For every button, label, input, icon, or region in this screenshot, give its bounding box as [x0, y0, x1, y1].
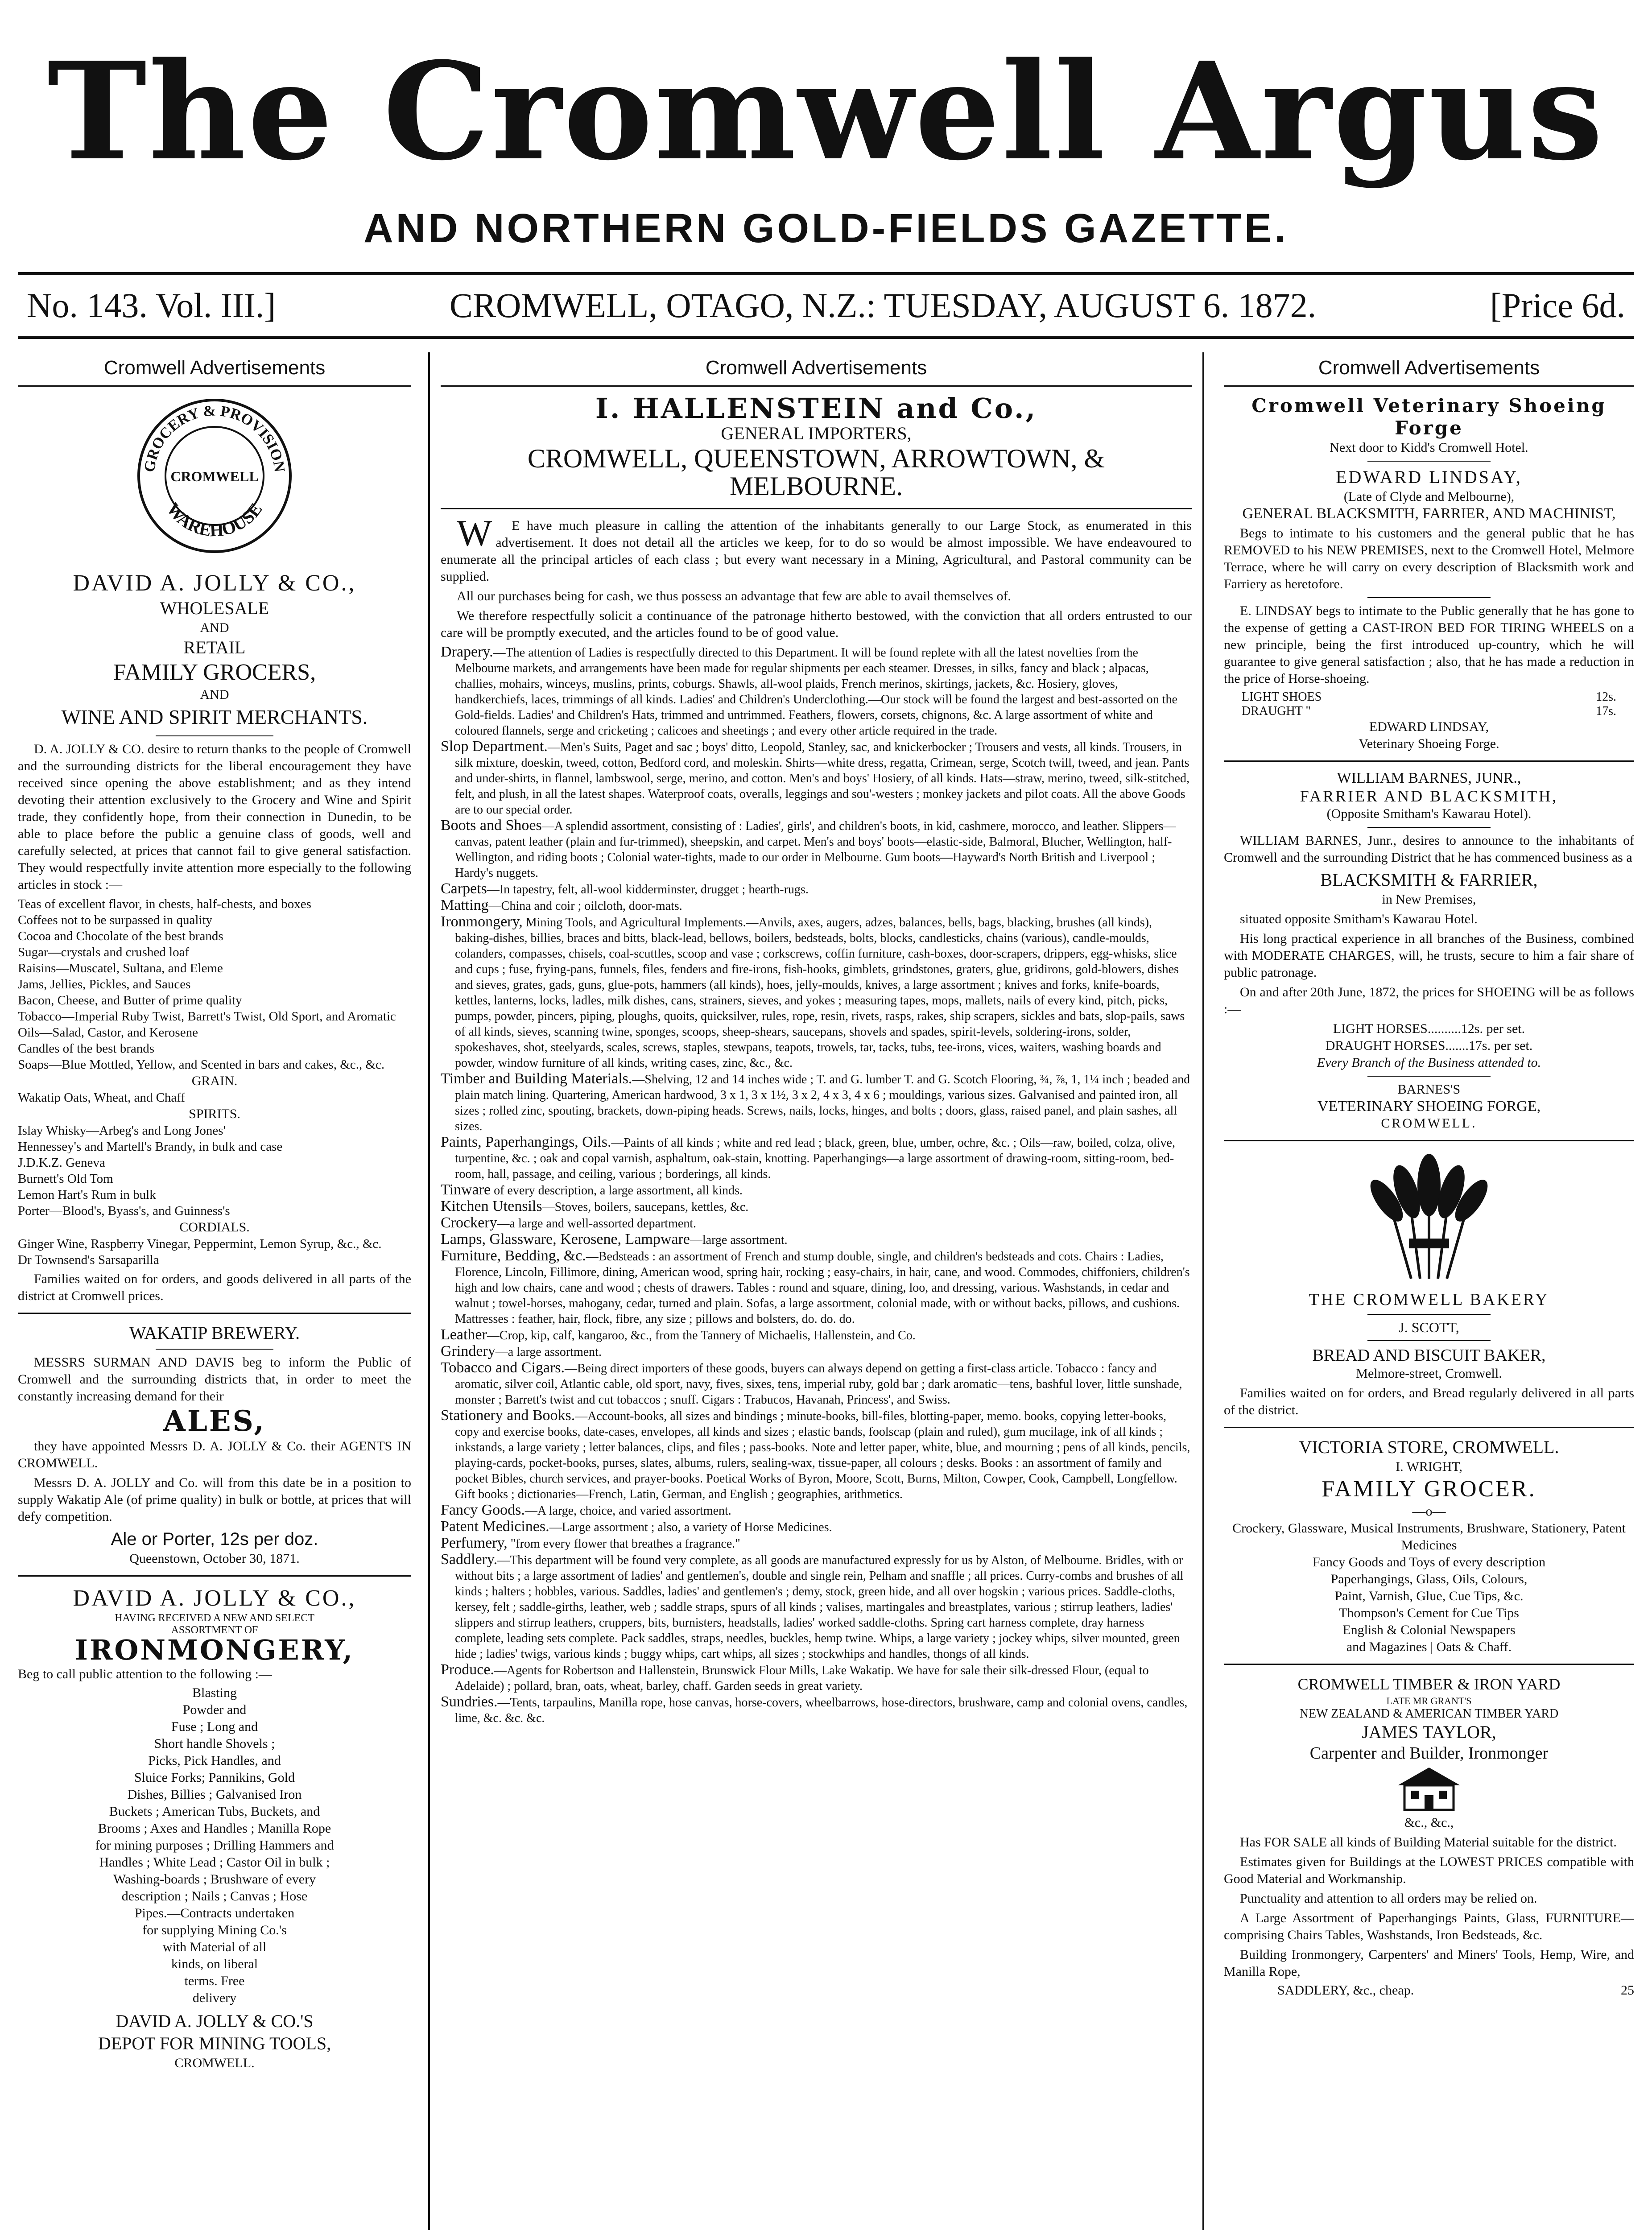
middle-column — [428, 352, 1204, 2230]
list-item: Cocoa and Chocolate of the best brands — [18, 929, 223, 943]
list-item: J.D.K.Z. Geneva — [18, 1156, 105, 1170]
list-item: Dr Townsend's Sarsaparilla — [18, 1253, 159, 1267]
list-item: kinds, on liberal — [171, 1957, 258, 1971]
ad-body: A Large Assortment of Paperhangings Paints, Glass, FURNITURE—comprising Chairs Tables, Washstands, Iron Bedsteads, &c. — [1224, 1911, 1634, 1942]
ad-body: Messrs D. A. JOLLY and Co. will from this date be in a position to supply Wakatip Ale (of prime quality) in bulk or bottle, at prices that will defy competition. — [18, 1475, 411, 1524]
list-item: Bacon, Cheese, and Butter of prime quality — [18, 993, 242, 1008]
ad-body: WILLIAM BARNES, Junr., desires to announce to the inhabitants of Cromwell and the surrounding District that he has commenced business as a — [1224, 833, 1634, 865]
department-entry — [441, 1182, 1192, 1198]
dateline-bar — [18, 272, 1634, 339]
ad-line: Crockery, Glassware, Musical Instruments, Brushware, Stationery, Patent Medicines — [1232, 1521, 1626, 1553]
department-text: Mining Tools, and Agricultural Implements.—Anvils, axes, augers, adzes, balances, bells, bags, blacking, brushes (all kinds), baking-dishes, billies, braces and bitts, black-lead, bellows, boilers, bedsteads, bolts, blocks, candlesticks, chains (various), candle-moulds, colanders, compasses, chisels, coal-scuttles, scoop and vase ; corkscrews, coffin furniture, cash-boxes, door-scrapers, drippers, egg-whisks, slice and cups ; fuse, frying-pans, funnels, files, fenders and fire-irons, fish-hooks, gimblets, grindstones, graters, glue, gridirons, gold-blowers, dishes and sieves, grates, gads, guns, glue-pots, hammers (all kinds), hoes, jelly-moulds, knives, a large assortment ; knives and forks, knife-boards, kettles, lanterns, locks, ladles, milk dishes, cans, strainers, sieves, and yokes ; measuring tapes, mops, mallets, nails of every kind, pitch, picks, pumps, powder, pincers, piping, ploughs, quoits, quicksilver, rules, rope, resin, rivets, rasps, rakes, ship scrapers, sickles and bats, slop-pails, saws of all kinds, sieves, scanning twine, sponges, scoops, sheep-shears, saucepans, shovels and spades, spirit-levels, soldering-irons, solder, spokeshaves, shot, steelyards, scales, screws, staples, stewpans, teapots, trowels, tar, tacks, tubs, tee-irons, vices, waiters, washing boards and powder, window furniture of all kinds, writing cases, zinc, &c., &c. — [455, 916, 1185, 1070]
department-heading: Grindery — [441, 1343, 496, 1359]
divider — [1224, 760, 1634, 762]
list-item: Buckets ; American Tubs, Buckets, and — [109, 1804, 320, 1819]
department-entry — [441, 644, 1192, 739]
department-text: —Being direct importers of these goods, buyers can always depend on getting a first-class article. Tobacco : fancy and aromatic, silver coil, Atlantic cable, old sport, navy, fives, sixes, tens, imperial ruby, gold bar ; dark aromatic—tens, bashful lover, little sunshade, monster ; Barrett's twist and cut tobaccos ; snuff. Cigars : Trabucos, Havanah, Princess', and Swiss. — [455, 1362, 1182, 1407]
issue-number: No. 143. Vol. III.] — [27, 286, 276, 325]
ad-line: Paint, Varnish, Glue, Cue Tips, &c. — [1334, 1589, 1524, 1603]
department-text: —Men's Suits, Paget and sac ; boys' ditto, Leopold, Stanley, sac, and knickerbocker ; Trousers and vests, all kinds. Trousers, in silk mixture, doeskin, tweed, cotton, Bedford cord, and moleskin. Shirts—white dress, regatta, Crimean, serge, Scotch twill, tweed, and jean. Pants and under-shirts, in flannel, lambswool, serge, merino, and cotton. Men's and boys' Hosiery, of all kinds. Hats—straw, merino, tweed, silk-stitched, felt, and plush, in all the latest shapes. Waterproof coats, overalls, leggings and sou'-westers ; monkey jackets and pilot coats. All the above Goods are to our special order. — [455, 740, 1189, 817]
department-heading: Tobacco and Cigars. — [441, 1359, 565, 1376]
ad-line: LATE MR GRANT'S — [1386, 1695, 1472, 1706]
ad-line: and Magazines | Oats & Chaff. — [1346, 1639, 1512, 1654]
department-heading: Sundries. — [441, 1693, 498, 1710]
left-column — [18, 352, 419, 2230]
department-heading: Crockery — [441, 1214, 497, 1231]
ad-line: BREAD AND BISCUIT BAKER, — [1312, 1346, 1546, 1365]
department-heading: Paints, Paperhangings, Oils. — [441, 1134, 611, 1150]
list-item: Islay Whisky—Arbeg's and Long Jones' — [18, 1123, 226, 1138]
newspaper-page — [18, 9, 1634, 2230]
department-text: —large assortment. — [690, 1233, 788, 1247]
ad-feature: ALES, — [163, 1404, 266, 1438]
seal-middle-text: CROMWELL — [170, 468, 259, 484]
ad-body: Begs to intimate to his customers and the general public that he has REMOVED to his NEW PREMISES, next to the Cromwell Hotel, Melmore Terrace, where he will carry on every description of Blacksmith work and Farriery as heretofore. — [1224, 526, 1634, 591]
department-heading: Kitchen Utensils — [441, 1198, 542, 1214]
divider — [1224, 1427, 1634, 1428]
department-text: —Stoves, boilers, saucepans, kettles, &c. — [542, 1200, 749, 1214]
department-entry — [441, 1519, 1192, 1535]
ad-sign: EDWARD LINDSAY, — [1369, 719, 1489, 734]
ad-body: they have appointed Messrs D. A. JOLLY & Co. their AGENTS IN CROMWELL. — [18, 1439, 411, 1470]
department-text: —In tapestry, felt, all-wool kidderminster, drugget ; hearth-rugs. — [487, 883, 809, 896]
list-item: Tobacco—Imperial Ruby Twist, Barrett's Twist, Old Sport, and Aromatic — [18, 1009, 396, 1024]
ad-firm-name: J. SCOTT, — [1399, 1319, 1459, 1335]
ad-line: GENERAL BLACKSMITH, FARRIER, AND MACHINIST, — [1242, 505, 1616, 522]
ad-intro: WE have much pleasure in calling the attention of the inhabitants generally to our Large Stock, as enumerated in this advertisement. It does not detail all the articles we keep, for to do so would be almost impossible. We have endeavoured to enumerate all the principal articles of each class ; but every want necessary in a Mining, Agricultural, and Pastoral community can be supplied. — [441, 512, 1192, 584]
svg-text:GROCERY & PROVISION — [141, 402, 288, 473]
list-item: Dishes, Billies ; Galvanised Iron — [127, 1787, 302, 1802]
department-entry — [441, 818, 1192, 881]
list-item: Fuse ; Long and — [171, 1719, 258, 1734]
ad-sign: DAVID A. JOLLY & CO.'S — [116, 2011, 314, 2031]
department-heading: Carpets — [441, 880, 487, 897]
department-entry — [441, 1231, 1192, 1248]
list-item: with Material of all — [162, 1940, 267, 1954]
ad-place: CROMWELL. — [174, 2056, 255, 2070]
ad-body: Has FOR SALE all kinds of Building Material suitable for the district. — [1240, 1835, 1617, 1850]
stock-list — [18, 896, 411, 1073]
list-item: Porter—Blood's, Byass's, and Guinness's — [18, 1204, 230, 1218]
divider — [156, 1349, 274, 1350]
department-entry — [441, 1248, 1192, 1327]
seal-bottom-text: WAREHOUSE — [163, 499, 266, 541]
department-text: —China and coir ; oilcloth, door-mats. — [488, 899, 682, 913]
ad-line: WINE AND SPIRIT MERCHANTS. — [61, 706, 368, 728]
list-item: for mining purposes ; Drilling Hammers and — [95, 1838, 334, 1853]
list-item: Brooms ; Axes and Handles ; Manilla Rope — [98, 1821, 331, 1836]
price-line: LIGHT HORSES..........12s. per set. — [1333, 1021, 1525, 1036]
department-entry — [441, 1552, 1192, 1662]
jolly-grocers-ad — [18, 570, 411, 1305]
department-entry — [441, 1134, 1192, 1182]
department-entry — [441, 1694, 1192, 1726]
department-text: —Agents for Robertson and Hallenstein, Brunswick Flour Mills, Lake Wakatip. We have for sale their silk-dressed Flour, (equal to Adelaide) ; pollard, bran, oats, wheat, barley, chaff. Garden seeds in great variety. — [455, 1664, 1149, 1693]
column-heading: Cromwell Advertisements — [1224, 352, 1634, 387]
ad-line: &c., &c., — [1404, 1815, 1454, 1830]
department-text: —This department will be found very complete, as all goods are manufactured expressly for us by Alston, of Melbourne. Bridles, with or without bits ; a large assortment of ladies' and gentlemen's, double and single rein, Pelham and snaffle ; all prices. Curry-combs and brushes of all kinds ; halters ; hobbles, various. Saddles, ladies' and gentlemen's ; demy, stock, green hide, and all over hogskin ; various prices. Saddle-cloths, kersey, felt ; saddle-girths, leather, web ; saddle straps, spurs of all kinds ; valises, martingales and breastplates, various ; stirrup leathers, ladies' slippers and stirrup leathers, cruppers, bits, burnisters, headstalls, ladies' worked saddle-cloths. Spring cart harness complete, dray harness complete, leading sets complete. Pack saddles, straps, needles, buckles, hemp twine. Whips, a large variety ; jockey whips, silver mounted, green hide ; ladies' twigs, various kinds ; buggy whips, cart whips, all sizes ; stockwhips and handles, thongs of all kinds. — [455, 1553, 1184, 1661]
ad-heading: THE CROMWELL BAKERY — [1309, 1290, 1549, 1309]
department-entry — [441, 1662, 1192, 1694]
department-text: —Shelving, 12 and 14 inches wide ; T. and G. lumber T. and G. Scotch Flooring, ¾, ⅞, 1, 1¼ inch ; beaded and plain match lining. Quartering, American hardwood, 3 x 1, 3 x 1½, 3 x 2, 4 x 3, 4 x 6 ; mouldings, various sizes. Galvanised and painted iron, all sizes ; rolled zinc, spouting, brackets, down-piping heads. Screws, nails, locks, hinges, and bolts ; doors, glass, raised panel, and plain sashes, all sizes. — [455, 1073, 1190, 1133]
jolly-ironmongery-ad — [18, 1585, 411, 2072]
list-subhead: CORDIALS. — [179, 1220, 250, 1235]
department-entry — [441, 1535, 1192, 1552]
ad-sign: VETERINARY SHOEING FORGE, — [1317, 1098, 1541, 1115]
divider — [1224, 1140, 1634, 1141]
department-heading: Timber and Building Materials. — [441, 1070, 632, 1087]
department-text: —a large assortment. — [495, 1345, 602, 1359]
ad-line: FARRIER AND BLACKSMITH, — [1300, 787, 1558, 805]
department-entry — [441, 1360, 1192, 1408]
house-icon — [1224, 1763, 1634, 1814]
department-text: —Bedsteads : an assortment of French and stump double, single, and children's bedsteads and cots. Chairs : Ladies, Florence, Lincoln, Fillimore, dining, American wood, spring hair, rocking ; easy-chairs, in hair, cane, and wood. Commodes, chiffoniers, children's high and low chairs, cane and wood ; chests of drawers. Tables : round and square, dining, loo, and dressing, various. Washstands, in cedar and walnut ; towel-horses, mahogany, cedar, turned and plain. Sofas, a large assortment, colonial made, with or without backs, pillows, and cushions. Mattresses : feather, hair, flock, fibre, any size ; pillows and bolsters, do. do. do. — [455, 1250, 1190, 1326]
ad-line: ASSORTMENT OF — [171, 1624, 258, 1636]
list-item: Raisins—Muscatel, Sultana, and Eleme — [18, 961, 223, 975]
department-text: —A large, choice, and varied assortment. — [525, 1504, 731, 1518]
list-item: for supplying Mining Co.'s — [142, 1923, 287, 1937]
ad-date: Queenstown, October 30, 1871. — [129, 1551, 300, 1566]
department-text: "from every flower that breathes a fragrance." — [507, 1537, 740, 1551]
column-heading: Cromwell Advertisements — [441, 352, 1192, 387]
list-subhead: GRAIN. — [191, 1074, 238, 1088]
victoria-store-ad — [1224, 1436, 1634, 1656]
ad-line: RETAIL — [183, 637, 246, 657]
department-entry — [441, 739, 1192, 818]
ad-firm-name: WILLIAM BARNES, JUNR., — [1337, 770, 1521, 786]
price-label: DRAUGHT " — [1242, 704, 1311, 718]
ad-line: Thompson's Cement for Cue Tips — [1339, 1606, 1519, 1620]
ad-firm-name: I. HALLENSTEIN and Co., — [595, 392, 1037, 425]
ad-body: Punctuality and attention to all orders may be relied on. — [1240, 1891, 1537, 1906]
ad-line: English & Colonial Newspapers — [1342, 1623, 1516, 1637]
wakatip-brewery-ad — [18, 1322, 411, 1567]
department-entry — [441, 1502, 1192, 1519]
ad-body: His long practical experience in all branches of the Business, combined with MODERATE CHARGES, will, he trusts, secure to him a fair share of public patronage. — [1224, 931, 1634, 980]
list-item: Washing-boards ; Brushware of every — [113, 1872, 316, 1887]
price-value: 17s. — [1596, 704, 1616, 718]
divider — [1367, 597, 1491, 598]
ad-line: AND — [200, 620, 229, 635]
list-item: Picks, Pick Handles, and — [148, 1753, 281, 1768]
ad-body: Families waited on for orders, and Bread regularly delivered in all parts of the district. — [1224, 1386, 1634, 1417]
ad-place: CROMWELL. — [1381, 1116, 1477, 1131]
divider — [1224, 1664, 1634, 1665]
ad-body: Building Ironmongery, Carpenters' and Miners' Tools, Hemp, Wire, and Manilla Rope, — [1224, 1947, 1634, 1979]
list-item: Candles of the best brands — [18, 1041, 155, 1056]
divider — [1367, 827, 1491, 828]
ad-body: E. LINDSAY begs to intimate to the Public generally that he has gone to the expense of getting a CAST-IRON BED FOR TIRING WHEELS on a new principle, being the first introduced up-country, which he will guarantee to give general satisfaction ; also, that he has made a reduction in the price of Horse-shoeing. — [1224, 603, 1634, 686]
ad-note: Every Branch of the Business attended to. — [1317, 1055, 1541, 1070]
department-text: —Paints of all kinds ; white and red lead ; black, green, blue, umber, ochre, &c. ; Oils—raw, boiled, colza, olive, turpentine, &c. ; oak and copal varnish, asphaltum, oak-stain, knotting. Paperhangings—a large assortment of drawing-room, sitting-room, bed-room, hall, passage, and ceiling, various ; borderings, all kinds. — [455, 1136, 1175, 1181]
ad-firm-name: JAMES TAYLOR, — [1362, 1722, 1496, 1742]
ad-feature: BLACKSMITH & FARRIER, — [1320, 870, 1538, 890]
department-entry — [441, 1215, 1192, 1231]
department-entry — [441, 1327, 1192, 1343]
ad-line: NEW ZEALAND & AMERICAN TIMBER YARD — [1299, 1707, 1559, 1721]
divider — [156, 735, 274, 736]
ad-body: Estimates given for Buildings at the LOWEST PRICES compatible with Good Material and Workmanship. — [1224, 1854, 1634, 1886]
ad-sign-row — [1224, 1983, 1634, 1998]
department-heading: Boots and Shoes — [441, 817, 542, 834]
department-heading: Patent Medicines. — [441, 1518, 549, 1535]
department-heading: Saddlery. — [441, 1551, 498, 1568]
ad-line: FAMILY GROCER. — [1322, 1476, 1536, 1502]
svg-text:WAREHOUSE — [163, 499, 266, 541]
list-item: description ; Nails ; Canvas ; Hose — [121, 1889, 308, 1904]
department-entry — [441, 1343, 1192, 1360]
ad-line: Fancy Goods and Toys of every description — [1312, 1555, 1546, 1569]
ad-sign: DEPOT FOR MINING TOOLS, — [98, 2033, 331, 2053]
department-heading: Drapery. — [441, 644, 493, 660]
ad-body: On and after 20th June, 1872, the prices for SHOEING will be as follows :— — [1224, 985, 1634, 1016]
ad-number: 25 — [1621, 1983, 1634, 1998]
column-heading: Cromwell Advertisements — [18, 352, 411, 387]
department-heading: Tinware — [441, 1181, 491, 1198]
divider — [1367, 461, 1491, 462]
ad-line: Next door to Kidd's Cromwell Hotel. — [1330, 440, 1528, 455]
department-entry — [441, 897, 1192, 914]
ad-sign: Veterinary Shoeing Forge. — [1359, 736, 1499, 751]
department-heading: Leather — [441, 1326, 487, 1343]
ad-line: FAMILY GROCERS, — [113, 660, 316, 685]
list-item: delivery — [192, 1990, 237, 2005]
ironmongery-list — [18, 1685, 411, 2007]
ad-line: in New Premises, — [1382, 892, 1476, 907]
timber-yard-ad — [1224, 1673, 1634, 1998]
ad-heading: CROMWELL TIMBER & IRON YARD — [1297, 1675, 1561, 1693]
list-item: Short handle Shovels ; — [154, 1736, 275, 1751]
ad-line: AND — [200, 687, 229, 702]
divider — [18, 1575, 411, 1577]
department-text: —Crop, kip, calf, kangaroo, &c., from the Tannery of Michaelis, Hallenstein, and Co. — [487, 1329, 916, 1342]
list-item: Wakatip Oats, Wheat, and Chaff — [18, 1090, 186, 1105]
department-entry — [441, 881, 1192, 897]
issue-price: [Price 6d. — [1490, 286, 1625, 325]
right-column — [1213, 352, 1634, 2230]
department-text: —a large and well-assorted department. — [497, 1217, 697, 1231]
ad-heading: WAKATIP BREWERY. — [129, 1323, 300, 1343]
list-item: Burnett's Old Tom — [18, 1172, 113, 1186]
divider — [1367, 1314, 1491, 1315]
ad-line: GENERAL IMPORTERS, — [721, 423, 912, 443]
issue-date: CROMWELL, OTAGO, N.Z.: TUESDAY, AUGUST 6. 1872. — [449, 286, 1317, 325]
ad-firm-name: DAVID A. JOLLY & CO., — [73, 570, 356, 596]
veterinary-forge-ad — [1224, 395, 1634, 752]
divider — [18, 1313, 411, 1314]
ad-line: (Late of Clyde and Melbourne), — [1343, 489, 1515, 504]
department-heading: Slop Department. — [441, 738, 548, 755]
cordials-list — [18, 1236, 411, 1268]
newspaper-subtitle: AND NORTHERN GOLD-FIELDS GAZETTE. — [363, 206, 1289, 251]
newspaper-title: The Cromwell Argus — [47, 33, 1605, 190]
price-line: DRAUGHT HORSES.......17s. per set. — [1325, 1038, 1533, 1053]
list-item: Lemon Hart's Rum in bulk — [18, 1188, 156, 1202]
ad-body: We therefore respectfully solicit a continuance of the patronage hitherto bestowed, with the conviction that all orders entrusted to our care will be promptly executed, and the articles found to be of good value. — [441, 608, 1192, 640]
ad-body: Beg to call public attention to the following :— — [18, 1667, 272, 1681]
list-item: Pipes.—Contracts undertaken — [134, 1906, 295, 1920]
department-heading: Lamps, Glassware, Kerosene, Lampware — [441, 1231, 690, 1247]
price-row — [1224, 690, 1634, 704]
ad-footer: Families waited on for orders, and goods delivered in all parts of the district at Cromwell prices. — [18, 1272, 411, 1303]
ad-firm-name: EDWARD LINDSAY, — [1336, 467, 1522, 487]
department-entry — [441, 1071, 1192, 1134]
ad-firm-name: DAVID A. JOLLY & CO., — [73, 1586, 356, 1611]
seal-top-text: GROCERY & PROVISION — [141, 402, 288, 473]
department-text: —Large assortment ; also, a variety of Horse Medicines. — [549, 1520, 832, 1534]
ad-body: D. A. JOLLY & CO. desire to return thanks to the people of Cromwell and the surrounding districts for the liberal encouragement they have received since opening the above establishment; and as they intend devoting their attention exclusively to the Grocery and Wine and Spirit trade, they confidently hope, from their connection in Dunedin, to be able to place before the public a genuine class of goods, well and carefully selected, at prices that cannot fail to give general satisfaction. They would respectfully invite attention more especially to the following articles in stock :— — [18, 742, 411, 892]
price-row — [1224, 704, 1634, 719]
department-entry — [441, 914, 1192, 1071]
ad-heading: IRONMONGERY, — [74, 1634, 355, 1666]
list-subhead: SPIRITS. — [189, 1107, 240, 1121]
ad-heading: VICTORIA STORE, CROMWELL. — [1299, 1437, 1559, 1457]
list-item: Coffees not to be surpassed in quality — [18, 913, 213, 927]
list-item: Ginger Wine, Raspberry Vinegar, Peppermint, Lemon Syrup, &c., &c. — [18, 1237, 382, 1251]
department-entry — [441, 1198, 1192, 1215]
ad-body: All our purchases being for cash, we thus possess an advantage that few are able to avail themselves of. — [457, 589, 1011, 603]
ad-sign: SADDLERY, &c., cheap. — [1277, 1983, 1414, 1998]
warehouse-seal-icon — [134, 396, 295, 556]
ad-firm-name: I. WRIGHT, — [1396, 1459, 1462, 1474]
list-item: Sugar—crystals and crushed loaf — [18, 945, 190, 959]
department-text: —The attention of Ladies is respectfully directed to this Department. It will be found replete with all the latest novelties from the Melbourne markets, and arrangements have been made for regular shipments per each steamer. Dresses, in silks, fancy and black ; alpacas, challies, mohairs, winceys, muslins, prints, coburgs. Shawls, all-wool plaids, French merinos, skirtings, jackets, &c. Hosiery, gloves, handkerchiefs, laces, trimmings of all kinds. Ladies' and Children's Underclothing.—Our stock will be found the largest and best-assorted on the Gold-fields. Ladies' and Children's Hats, trimmed and untrimmed. Feathers, flowers, corsets, chignons, &c. A large assortment of white and coloured flannels, serge and cricketing ; calicoes and sheetings ; and every other article required in the trade. — [455, 646, 1177, 738]
department-text: —Tents, tarpaulins, Manilla rope, hose canvas, horse-covers, wheelbarrows, hose-directors, brushware, camp and colonial ovens, candles, lime, &c. &c. &c. — [455, 1696, 1188, 1725]
ad-line: (Opposite Smitham's Kawarau Hotel). — [1326, 806, 1532, 821]
ad-line: Paperhangings, Glass, Oils, Colours, — [1330, 1572, 1528, 1586]
ad-line: HAVING RECEIVED A NEW AND SELECT — [115, 1612, 314, 1624]
divider — [441, 508, 1192, 509]
ad-price: Ale or Porter, 12s per doz. — [111, 1529, 318, 1549]
divider — [1367, 1340, 1491, 1341]
department-text: —A splendid assortment, consisting of : Ladies', girls', and children's boots, in kid, cashmere, morocco, and leather. Slippers—canvas, patent leather (plain and fur-trimmed), sheepskin, and carpet. Men's and boys' boots—elastic-side, Balmoral, Blucher, Wellington, half-Wellington, and riding boots ; Colonial water-tights, made to our order in Melbourne. Gum boots—Hayward's North British and Liverpool ; Hardy's nuggets. — [455, 819, 1176, 880]
list-item: Blasting — [192, 1685, 237, 1700]
ad-ornament: —o— — [1412, 1504, 1446, 1519]
department-heading: Fancy Goods. — [441, 1502, 525, 1518]
list-item: Oils—Salad, Castor, and Kerosene — [18, 1025, 198, 1040]
ad-sign: BARNES'S — [1397, 1082, 1461, 1097]
list-item: Handles ; White Lead ; Castor Oil in bulk ; — [99, 1855, 330, 1870]
ad-line: WHOLESALE — [160, 598, 269, 618]
price-label: LIGHT SHOES — [1242, 690, 1322, 704]
barnes-blacksmith-ad — [1224, 770, 1634, 1132]
department-heading: Furniture, Bedding, &c. — [441, 1247, 586, 1264]
cromwell-bakery-ad — [1224, 1290, 1634, 1419]
wheat-sheaf-icon — [1224, 1149, 1634, 1285]
price-value: 12s. — [1596, 690, 1616, 704]
list-item: Teas of excellent flavor, in chests, half-chests, and boxes — [18, 897, 311, 911]
divider — [1367, 1076, 1491, 1077]
department-heading: Perfumery, — [441, 1535, 508, 1551]
department-heading: Stationery and Books. — [441, 1407, 575, 1424]
list-item: Hennessey's and Martell's Brandy, in bulk and case — [18, 1140, 283, 1154]
list-item: Powder and — [182, 1702, 247, 1717]
department-heading: Produce. — [441, 1661, 494, 1678]
department-heading: Ironmongery, — [441, 913, 523, 930]
department-list — [441, 644, 1192, 1726]
ad-line: Carpenter and Builder, Ironmonger — [1309, 1744, 1549, 1763]
ad-places: CROMWELL, QUEENSTOWN, ARROWTOWN, & MELBOURNE. — [527, 444, 1105, 501]
list-item: Soaps—Blue Mottled, Yellow, and Scented in bars and cakes, &c., &c. — [18, 1057, 385, 1072]
list-item: terms. Free — [184, 1974, 245, 1988]
ad-heading: Cromwell Veterinary Shoeing Forge — [1251, 395, 1607, 439]
ad-body: situated opposite Smitham's Kawarau Hotel. — [1240, 912, 1478, 926]
ad-body: MESSRS SURMAN AND DAVIS beg to inform the Public of Cromwell and the surrounding districts that, in order to meet the constantly increasing demand for their — [18, 1355, 411, 1404]
list-item: Jams, Jellies, Pickles, and Sauces — [18, 977, 191, 991]
department-text: of every description, a large assortment, all kinds. — [491, 1184, 743, 1198]
department-text: —Account-books, all sizes and bindings ; minute-books, bill-files, blotting-paper, memo. books, copying letter-books, copy and exercise books, date-cases, envelopes, all kinds and sizes ; elastic bands, foolscap (plain and ruled), gum mucilage, ink of all kinds ; inkstands, a large variety ; letter balances, clips, and files ; pass-books. Note and letter paper, white, blue, and mourning ; pens of all kinds, pencils, playing-cards, pocket-books, purses, slates, albums, rulers, sealing-wax, tissue-paper, all colours ; desks. Books : an assortment of family and pocket Bibles, church services, and prayer-books. Poetical Works of Byron, Moore, Scott, Burns, Milton, Cowper, Cook, Campbell, Longfellow. Gift books ; dictionaries—French, Latin, German, and English ; geographies, arithmetics. — [455, 1409, 1190, 1501]
list-item: Sluice Forks; Pannikins, Gold — [134, 1770, 295, 1785]
spirits-list — [18, 1123, 411, 1219]
department-heading: Matting — [441, 897, 489, 913]
ad-line: Melmore-street, Cromwell. — [1356, 1366, 1502, 1381]
department-entry — [441, 1408, 1192, 1502]
